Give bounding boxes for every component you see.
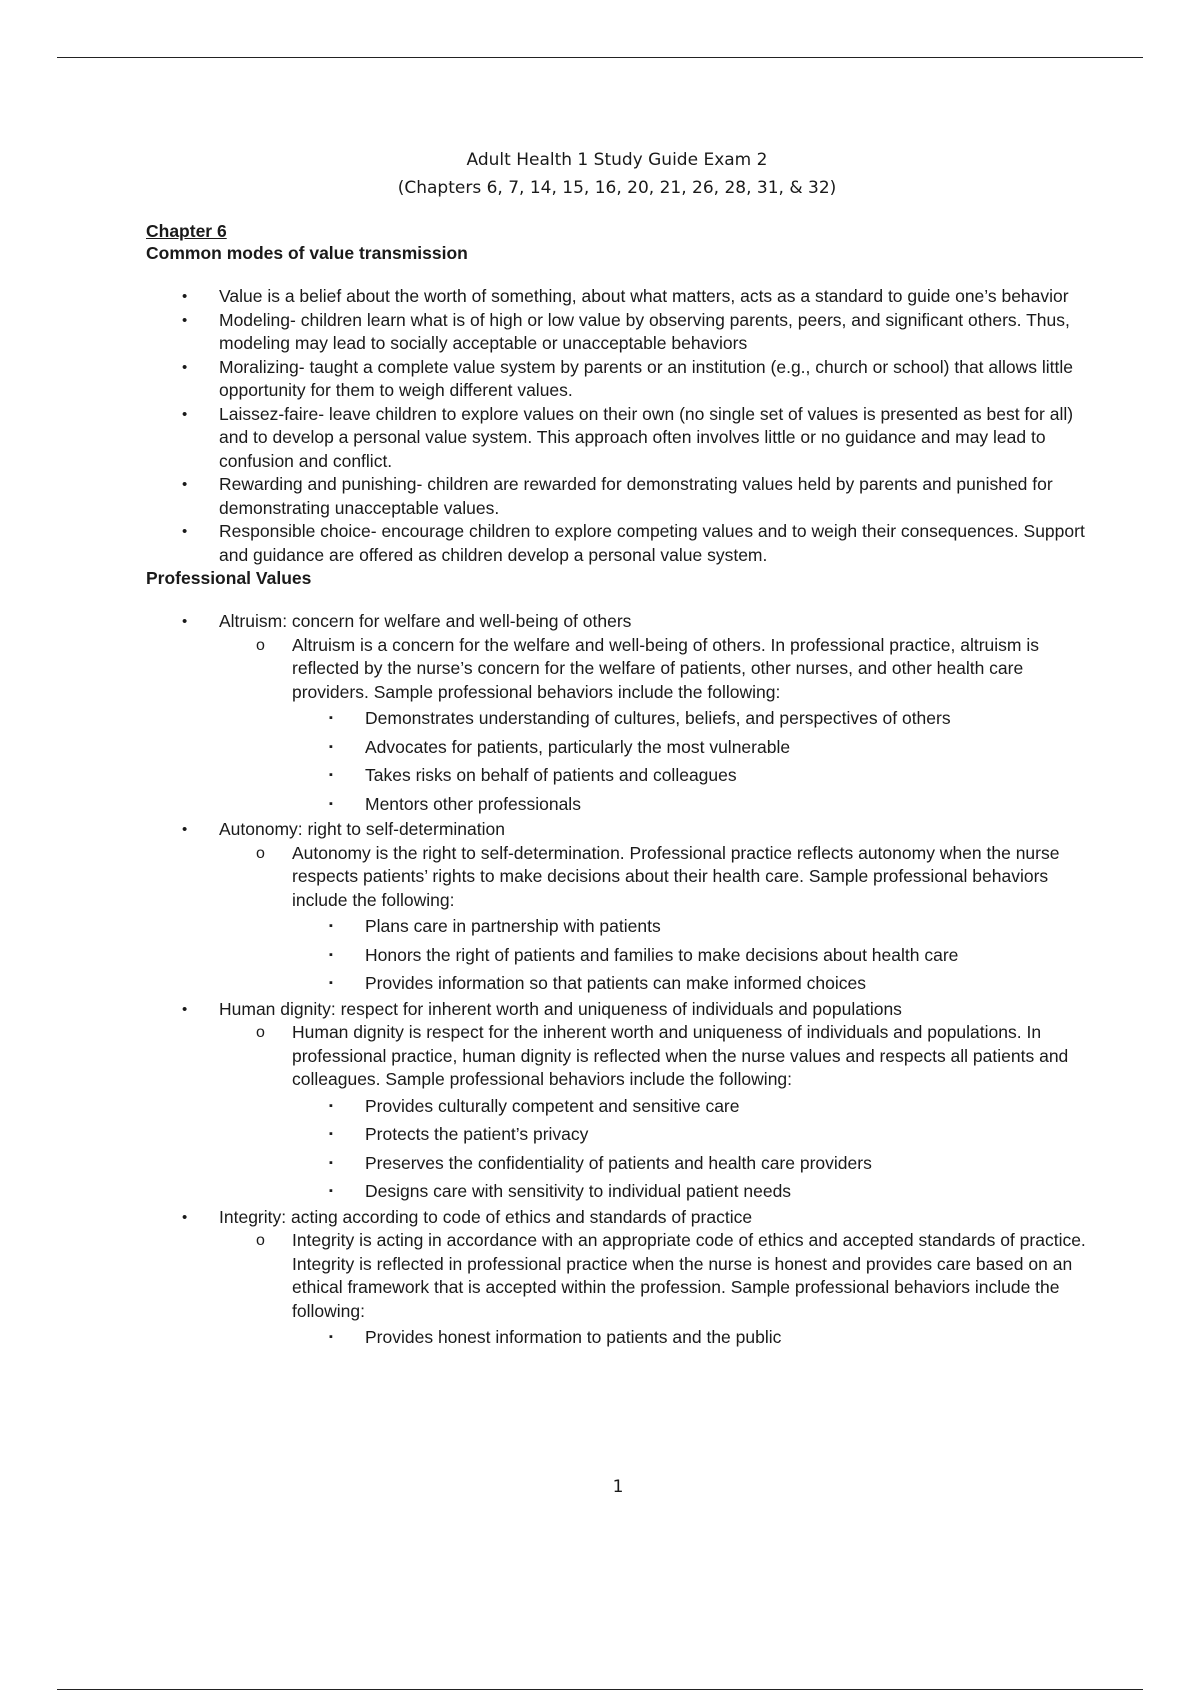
behavior-text: Takes risks on behalf of patients and colleagues (365, 765, 737, 785)
behavior-text: Honors the right of patients and families to make decisions about health care (365, 944, 959, 965)
behavior-text: Plans care in partnership with patients (365, 916, 661, 936)
square-bullet-marker: ▪ (329, 1128, 333, 1140)
list-item-text: Moralizing- taught a complete value system by parents or an institution (e.g., church or school) that allows little opportunity for them to weigh different values. (219, 356, 1074, 400)
bullet-marker: • (182, 821, 188, 838)
list-item (146, 285, 1086, 309)
bullet-marker: • (182, 288, 188, 305)
sub-list-item (219, 1229, 1086, 1352)
professional-values-list (146, 610, 1086, 1352)
square-bullet-marker: ▪ (329, 948, 333, 961)
document-title-block (0, 146, 1200, 202)
list-item (146, 818, 1086, 998)
value-detail: Human dignity is respect for the inherent worth and uniqueness of individuals and populations. In professional practice, human dignity is reflected when the nurse values and respects all patients and colleagues. Sample professional behaviors include the following: (292, 1022, 1069, 1089)
list-item (146, 356, 1086, 403)
page-number: 1 (612, 1477, 624, 1497)
sub-list-item (219, 1021, 1086, 1206)
square-bullet-marker: ▪ (329, 920, 333, 932)
footer-rule (57, 1689, 1143, 1690)
square-bullet-marker: ▪ (329, 1331, 333, 1343)
sub-list-item (219, 634, 1086, 819)
behavior-text: Provides information so that patients can make informed choices (365, 973, 866, 993)
list-item-text: Modeling- children learn what is of high or low value by observing parents, peers, and significant others. Thus, modeling may lead to socially acceptable or unacceptable behaviors (219, 309, 1070, 353)
document-body (146, 220, 1086, 1352)
behavior-item (292, 912, 1086, 941)
square-bullet-marker: ▪ (329, 1099, 333, 1112)
behavior-text: Designs care with sensitivity to individual patient needs (365, 1181, 792, 1201)
section-heading-value-transmission: Common modes of value transmission (146, 243, 468, 263)
value-label: Autonomy: right to self-determination (219, 819, 505, 839)
list-item-text: Responsible choice- encourage children to explore competing values and to weigh their consequences. Support and guidance are offered as children develop a personal value system. (219, 521, 1085, 565)
behavior-item (292, 1092, 1086, 1121)
list-item (146, 403, 1086, 474)
square-bullet-marker: ▪ (329, 1156, 333, 1169)
behavior-text: Preserves the confidentiality of patients and health care providers (365, 1152, 872, 1173)
sub-bullet-marker: o (256, 636, 265, 654)
value-transmission-list (146, 285, 1086, 567)
list-item (146, 309, 1086, 356)
behavior-item (292, 1177, 1086, 1206)
bullet-marker: • (182, 613, 188, 630)
sub-bullet-marker: o (256, 1232, 265, 1249)
list-item-text: Rewarding and punishing- children are rewarded for demonstrating values held by parents and punished for demonstrating unacceptable values. (219, 474, 1053, 518)
behavior-text: Protects the patient’s privacy (365, 1124, 589, 1144)
list-item (146, 473, 1086, 520)
list-item (146, 520, 1086, 567)
bullet-marker: • (182, 405, 188, 423)
list-item (146, 998, 1086, 1206)
square-bullet-marker: ▪ (329, 977, 333, 989)
behavior-item (292, 790, 1086, 819)
square-bullet-marker: ▪ (329, 740, 333, 753)
list-item (146, 1206, 1086, 1352)
value-label: Human dignity: respect for inherent worth and uniqueness of individuals and populations (219, 998, 902, 1019)
behavior-item (292, 704, 1086, 733)
square-bullet-marker: ▪ (329, 797, 333, 810)
square-bullet-marker: ▪ (329, 712, 333, 724)
sub-list-item (219, 842, 1086, 998)
square-bullet-marker: ▪ (329, 1185, 333, 1197)
behavior-item (292, 941, 1086, 970)
value-detail: Altruism is a concern for the welfare and well-being of others. In professional practice, altruism is reflected by the nurse’s concern for the welfare of patients, other nurses, and other health care providers. Sample professional behaviors include the following: (292, 634, 1039, 702)
bullet-marker: • (182, 1000, 188, 1018)
sub-bullet-marker: o (256, 1024, 265, 1041)
behavior-text: Provides honest information to patients and the public (365, 1327, 782, 1347)
header-rule (57, 57, 1143, 58)
chapter-heading: Chapter 6 (146, 221, 227, 241)
behavior-item (292, 761, 1086, 790)
bullet-marker: • (182, 311, 188, 329)
value-detail: Autonomy is the right to self-determination. Professional practice reflects autonomy when the nurse respects patients’ rights to make decisions about their health care. Sample professional behaviors include the following: (292, 842, 1060, 910)
sub-bullet-marker: o (256, 844, 265, 862)
behavior-text: Mentors other professionals (365, 793, 581, 814)
behavior-item (292, 969, 1086, 998)
document-title: Adult Health 1 Study Guide Exam 2 (466, 150, 768, 170)
section-heading-professional-values: Professional Values (146, 568, 312, 588)
square-bullet-marker: ▪ (329, 769, 333, 781)
list-item (146, 610, 1086, 818)
behavior-text: Advocates for patients, particularly the most vulnerable (365, 736, 791, 757)
value-label: Integrity: acting according to code of ethics and standards of practice (219, 1206, 753, 1227)
list-item-text: Laissez-faire- leave children to explore values on their own (no single set of values is presented as best for all) and to develop a personal value system. This approach often involves little or no guidance and may lead to confusion and conflict. (219, 403, 1074, 471)
document-subtitle: (Chapters 6, 7, 14, 15, 16, 20, 21, 26, 28, 31, & 32) (397, 178, 837, 198)
bullet-marker: • (182, 358, 188, 376)
behavior-text: Provides culturally competent and sensitive care (365, 1095, 740, 1116)
behavior-item (292, 1323, 1086, 1352)
list-item-text: Value is a belief about the worth of something, about what matters, acts as a standard to guide one’s behavior (219, 286, 1069, 306)
bullet-marker: • (182, 523, 188, 540)
value-detail: Integrity is acting in accordance with an appropriate code of ethics and accepted standards of practice. Integrity is reflected in professional practice when the nurse is honest and provides care based on an ethical framework that is accepted within the profession. Sample professional behaviors include the following: (292, 1230, 1086, 1321)
bullet-marker: • (182, 1208, 188, 1226)
value-label: Altruism: concern for welfare and well-being of others (219, 611, 632, 631)
behavior-item (292, 1120, 1086, 1149)
bullet-marker: • (182, 476, 188, 493)
behavior-text: Demonstrates understanding of cultures, beliefs, and perspectives of others (365, 708, 951, 728)
behavior-item (292, 733, 1086, 762)
behavior-item (292, 1149, 1086, 1178)
